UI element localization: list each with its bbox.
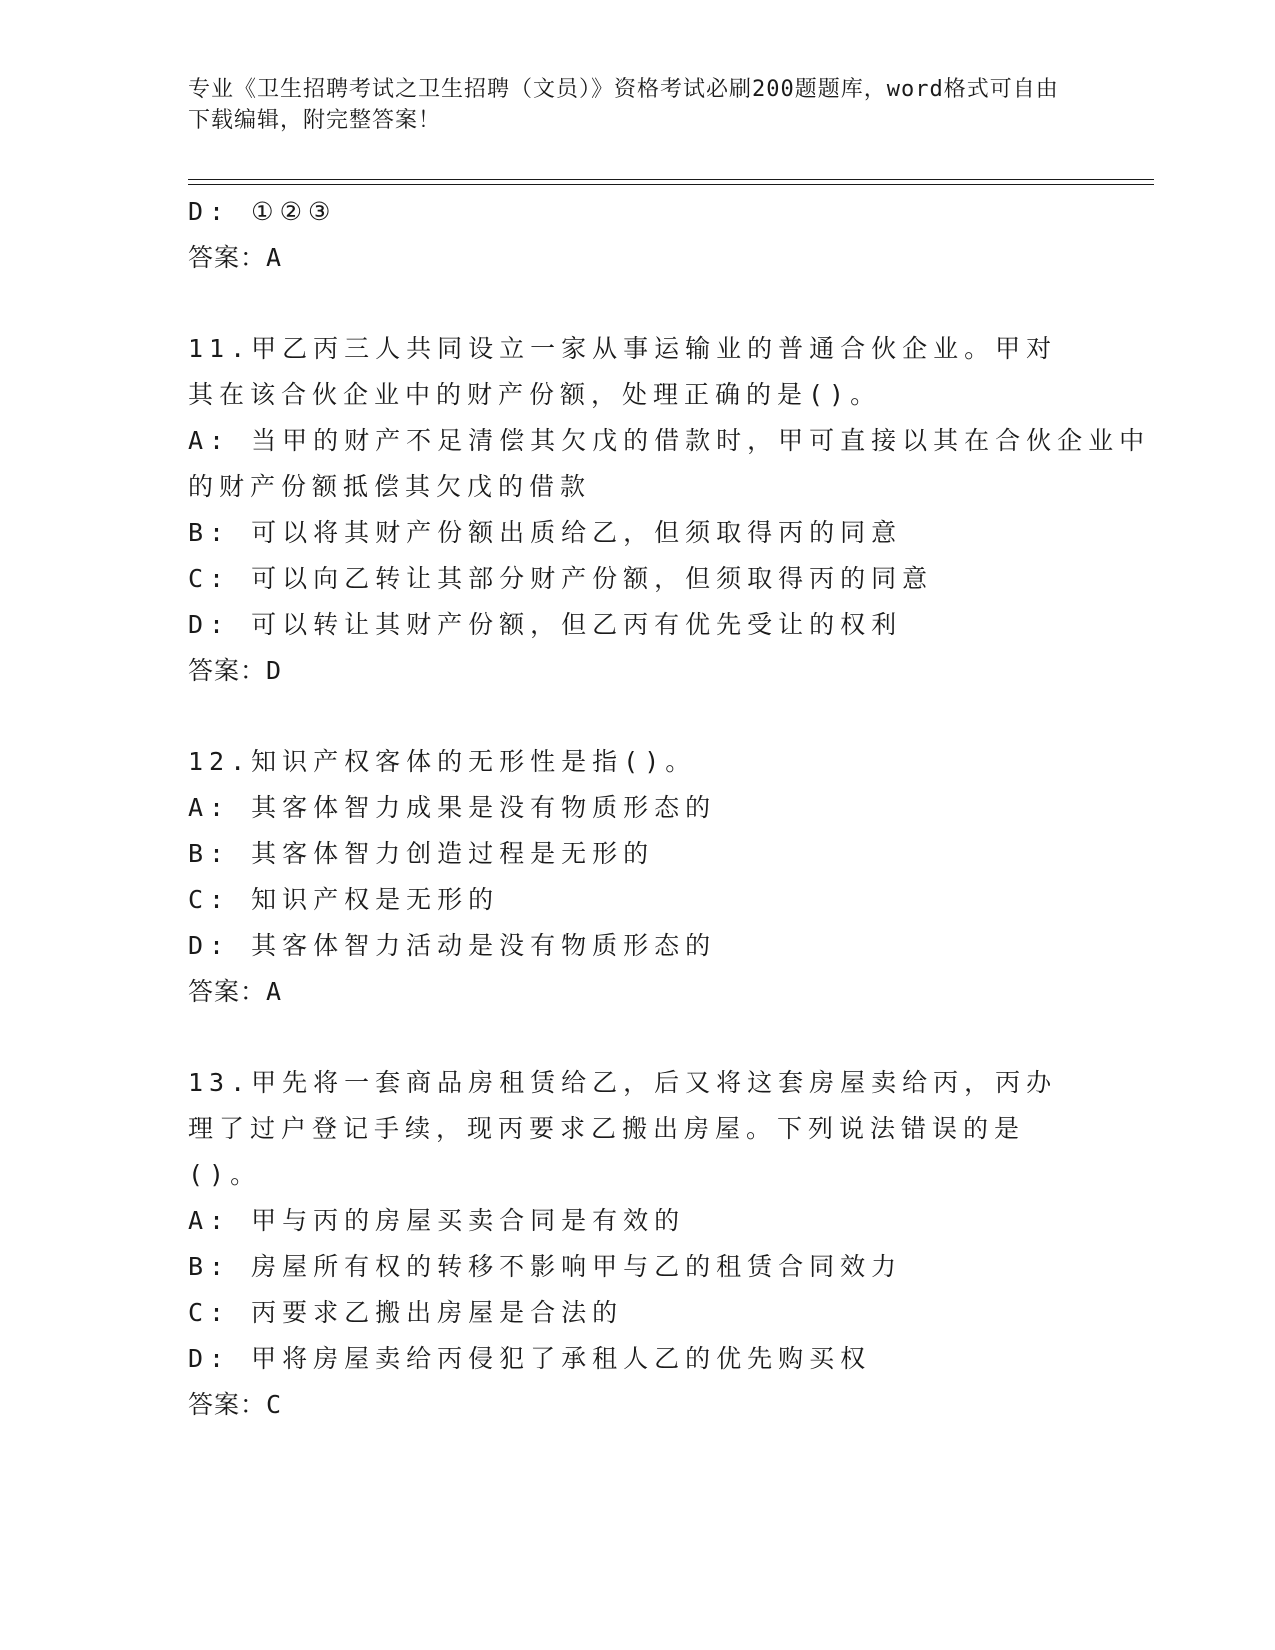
question-stem: 12.知识产权客体的无形性是指()。 — [188, 747, 697, 776]
option-b: B: 可以将其财产份额出质给乙，但须取得丙的同意 — [188, 518, 903, 547]
option-d: D: 可以转让其财产份额，但乙丙有优先受让的权利 — [188, 610, 903, 639]
option-c: C: 可以向乙转让其部分财产份额，但须取得丙的同意 — [188, 564, 934, 593]
option-a-continued: 的财产份额抵偿其欠戊的借款 — [188, 472, 592, 501]
page-header: 专业《卫生招聘考试之卫生招聘（文员）》资格考试必刷200题题库，word格式可自由下载编辑，附完整答案！ — [188, 77, 1059, 133]
option-d: D: 其客体智力活动是没有物质形态的 — [188, 931, 717, 960]
option-b: B: 其客体智力创造过程是无形的 — [188, 839, 655, 868]
option-a: A: 甲与丙的房屋买卖合同是有效的 — [188, 1206, 686, 1235]
answer: 答案：C — [188, 1390, 283, 1419]
question-13 — [188, 1060, 1088, 1428]
option-d: D: 甲将房屋卖给丙侵犯了承租人乙的优先购买权 — [188, 1344, 872, 1373]
option-d: D: ①②③ — [188, 197, 337, 226]
question-12 — [188, 739, 1088, 1015]
answer: 答案：A — [188, 977, 283, 1006]
answer: 答案：A — [188, 243, 283, 272]
previous-question-tail — [188, 189, 1088, 281]
header-rule-bottom — [188, 184, 1154, 185]
option-c: C: 丙要求乙搬出房屋是合法的 — [188, 1298, 624, 1327]
header-rule-top — [188, 179, 1154, 180]
question-stem: 11.甲乙丙三人共同设立一家从事运输业的普通合伙企业。甲对其在该合伙企业中的财产份额，处理正确的是()。 — [188, 334, 1058, 409]
option-a: A: 当甲的财产不足清偿其欠戊的借款时，甲可直接以其在合伙企业中 — [188, 426, 1151, 455]
question-11 — [188, 326, 1151, 694]
option-a: A: 其客体智力成果是没有物质形态的 — [188, 793, 717, 822]
option-c: C: 知识产权是无形的 — [188, 885, 500, 914]
question-stem: 13.甲先将一套商品房租赁给乙，后又将这套房屋卖给丙，丙办理了过户登记手续，现丙要求乙搬出房屋。下列说法错误的是()。 — [188, 1068, 1058, 1189]
answer: 答案：D — [188, 656, 283, 685]
document-body — [188, 189, 1151, 1428]
option-b: B: 房屋所有权的转移不影响甲与乙的租赁合同效力 — [188, 1252, 903, 1281]
